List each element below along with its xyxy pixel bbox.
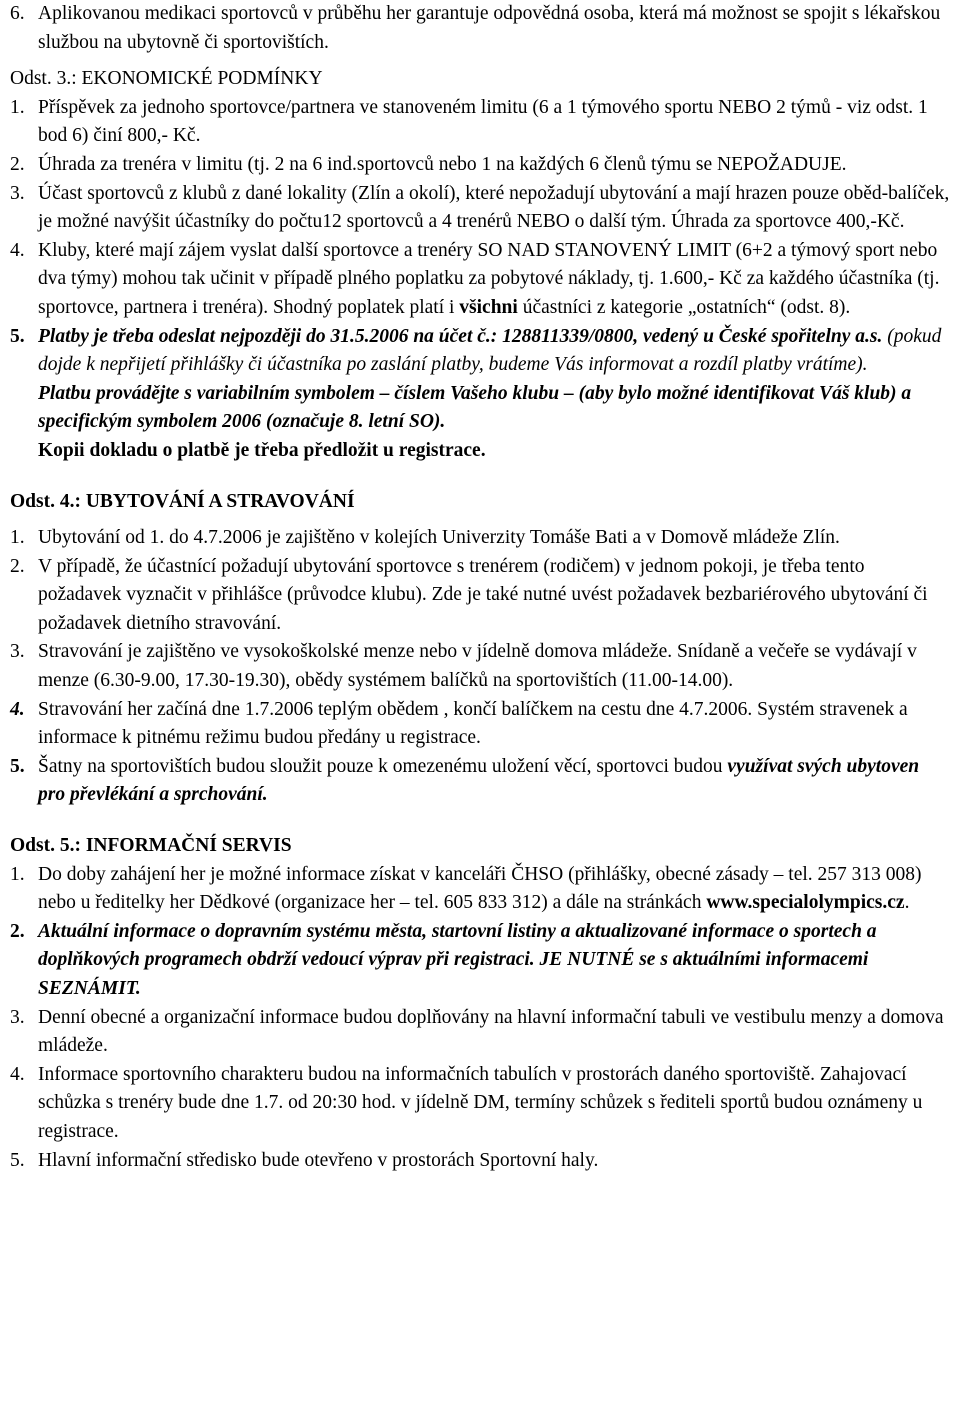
item-number: 3. xyxy=(10,641,25,663)
item-number: 5. xyxy=(10,325,25,347)
item-text: V případě, že účastnící požadují ubytování sportovce s trenérem (rodičem) v jednom pokoji, je třeba tento požadavek vyznačit v přihlášce (průvodce klubu). Zde je také nutné uvést požadavek bezbariérového ubytování či požadavek dietního stravování. xyxy=(38,555,928,634)
list-item-s3-2 xyxy=(10,151,950,180)
item-text: Hlavní informační středisko bude otevřeno v prostorách Sportovní haly. xyxy=(38,1149,599,1171)
list-item-s5-5 xyxy=(10,1147,950,1176)
item-text-bold-italic: využívat svých ubytoven pro převlékání a sprchování. xyxy=(38,755,920,806)
item-text: Denní obecné a organizační informace budou doplňovány na hlavní informační tabuli ve vestibulu menzy a domova mládeže. xyxy=(38,1006,944,1057)
item-text: . xyxy=(904,892,910,914)
list-item-s4-2 xyxy=(10,553,950,639)
item-text: Do doby zahájení her je možné informace získat v kanceláři ČHSO (přihlášky, obecné zásady – tel. 257 313 008) nebo u ředitelky her Dědkové (organizace her – tel. 605 833 312) a dále na stránkách xyxy=(38,863,922,914)
item-number: 1. xyxy=(10,527,25,549)
item-text: Kluby, které mají zájem vyslat další sportovce a trenéry SO NAD STANOVENÝ LIMIT (6+2 a týmový sport nebo dva týmy) mohou tak učinit v případě plného poplatku za pobytové náklady, tj. 1.600,- Kč za každého účastníka (tj. sportovce, partnera i trenéra). Shodný poplatek platí i xyxy=(38,239,940,318)
list-item-s4-3 xyxy=(10,638,950,695)
item-text: Šatny na sportovištích budou sloužit pouze k omezenému uložení věcí, sportovci budou xyxy=(38,755,728,777)
payment-receipt-text: Kopii dokladu o platbě je třeba předložit u registrace. xyxy=(38,439,486,461)
item-number: 4. xyxy=(10,1063,25,1085)
item-number: 4. xyxy=(10,239,25,261)
list-item-s3-3 xyxy=(10,180,950,237)
list-item-s5-4 xyxy=(10,1061,950,1147)
list-item-s5-3 xyxy=(10,1004,950,1061)
payment-symbol-text: Platbu provádějte s variabilním symbolem – číslem Vašeho klubu – (aby bylo možné identifikovat Váš klub) a specifickým symbolem 2006 (označuje 8. letní SO). xyxy=(38,382,912,433)
item-number: 5. xyxy=(10,1149,25,1171)
item-number: 1. xyxy=(10,96,25,118)
item-number: 3. xyxy=(10,1006,25,1028)
section-heading-4: Odst. 4.: UBYTOVÁNÍ A STRAVOVÁNÍ xyxy=(10,490,355,512)
list-item-s4-5 xyxy=(10,753,950,810)
item-text: Informace sportovního charakteru budou na informačních tabulích v prostorách daného sportoviště. Zahajovací schůzka s trenéry bude dne 1.7. od 20:30 hod. v jídelně DM, termíny schůzek s řediteli sportů budou oznámeny u registrace. xyxy=(38,1063,923,1142)
list-item-s4-4 xyxy=(10,696,950,753)
list-item-s5-1 xyxy=(10,861,950,918)
item-number: 2. xyxy=(10,920,25,942)
list-item-s4-1 xyxy=(10,524,950,553)
item-number: 5. xyxy=(10,755,25,777)
section-heading-3: Odst. 3.: EKONOMICKÉ PODMÍNKY xyxy=(10,68,323,90)
item-text-bold-italic: Aktuální informace o dopravním systému města, startovní listiny a aktualizované informace o sportech a doplňkových programech obdrží vedoucí výprav při registraci. JE NUTNÉ se s aktuálními informacemi SEZNÁMIT. xyxy=(38,920,877,999)
item-text: Účast sportovců z klubů z dané lokality (Zlín a okolí), které nepožadují ubytování a mají hrazen pouze oběd-balíček, je možné navýšit účastníky do počtu12 sportovců a 4 trenérů NEBO o další tým. Úhrada za sportovce 400,-Kč. xyxy=(38,182,950,233)
item-text: Aplikovanou medikaci sportovců v průběhu her garantuje odpovědná osoba, která má možnost se spojit s lékařskou službou na ubytovně či sportovištích. xyxy=(38,3,941,53)
item-number: 6. xyxy=(10,3,25,24)
item-text: Úhrada za trenéra v limitu (tj. 2 na 6 ind.sportovců nebo 1 na každých 6 členů týmu se NEPOŽADUJE. xyxy=(38,153,847,175)
list-item-s5-2 xyxy=(10,918,950,1004)
item-number: 2. xyxy=(10,555,25,577)
list-item-s2-6 xyxy=(10,0,950,57)
item-text: Stravování her začíná dne 1.7.2006 teplým obědem , končí balíčkem na cestu dne 4.7.2006. Systém stravenek a informace k pitnému režimu budou předány u registrace. xyxy=(38,698,908,749)
item-text: účastníci z kategorie „ostatních“ (odst. 8). xyxy=(517,296,851,318)
payment-deadline-text: Platby je třeba odeslat nejpozději do 31.5.2006 na účet č.: 128811339/0800, vedený u České spořitelny a.s. xyxy=(38,325,883,347)
item-number: 1. xyxy=(10,863,25,885)
payment-note-text: (pokud dojde k nepřijetí přihlášky či účastníka po zaslání platby, budeme Vás informovat a rozdíl platby vrátíme). xyxy=(38,325,942,376)
section-heading-5: Odst. 5.: INFORMAČNÍ SERVIS xyxy=(10,835,292,857)
list-item-s3-5 xyxy=(10,323,950,466)
item-number: 2. xyxy=(10,153,25,175)
website-link[interactable]: www.specialolympics.cz xyxy=(706,892,905,914)
item-text-bold: všichni xyxy=(459,296,518,318)
item-number: 4. xyxy=(10,698,25,720)
list-item-s3-4 xyxy=(10,237,950,323)
item-number: 3. xyxy=(10,182,25,204)
list-item-s3-1 xyxy=(10,94,950,151)
item-text: Příspěvek za jednoho sportovce/partnera ve stanoveném limitu (6 a 1 týmového sportu NEBO 2 týmů - viz odst. 1 bod 6) činí 800,- Kč. xyxy=(38,96,928,147)
item-text: Ubytování od 1. do 4.7.2006 je zajištěno v kolejích Univerzity Tomáše Bati a v Domově mládeže Zlín. xyxy=(38,527,840,549)
item-text: Stravování je zajištěno ve vysokoškolské menze nebo v jídelně domova mládeže. Snídaně a večeře se vydávají v menze (6.30-9.00, 17.30-19.30), obědy systémem balíčků na sportovištích (11.00-14.00). xyxy=(38,641,917,692)
